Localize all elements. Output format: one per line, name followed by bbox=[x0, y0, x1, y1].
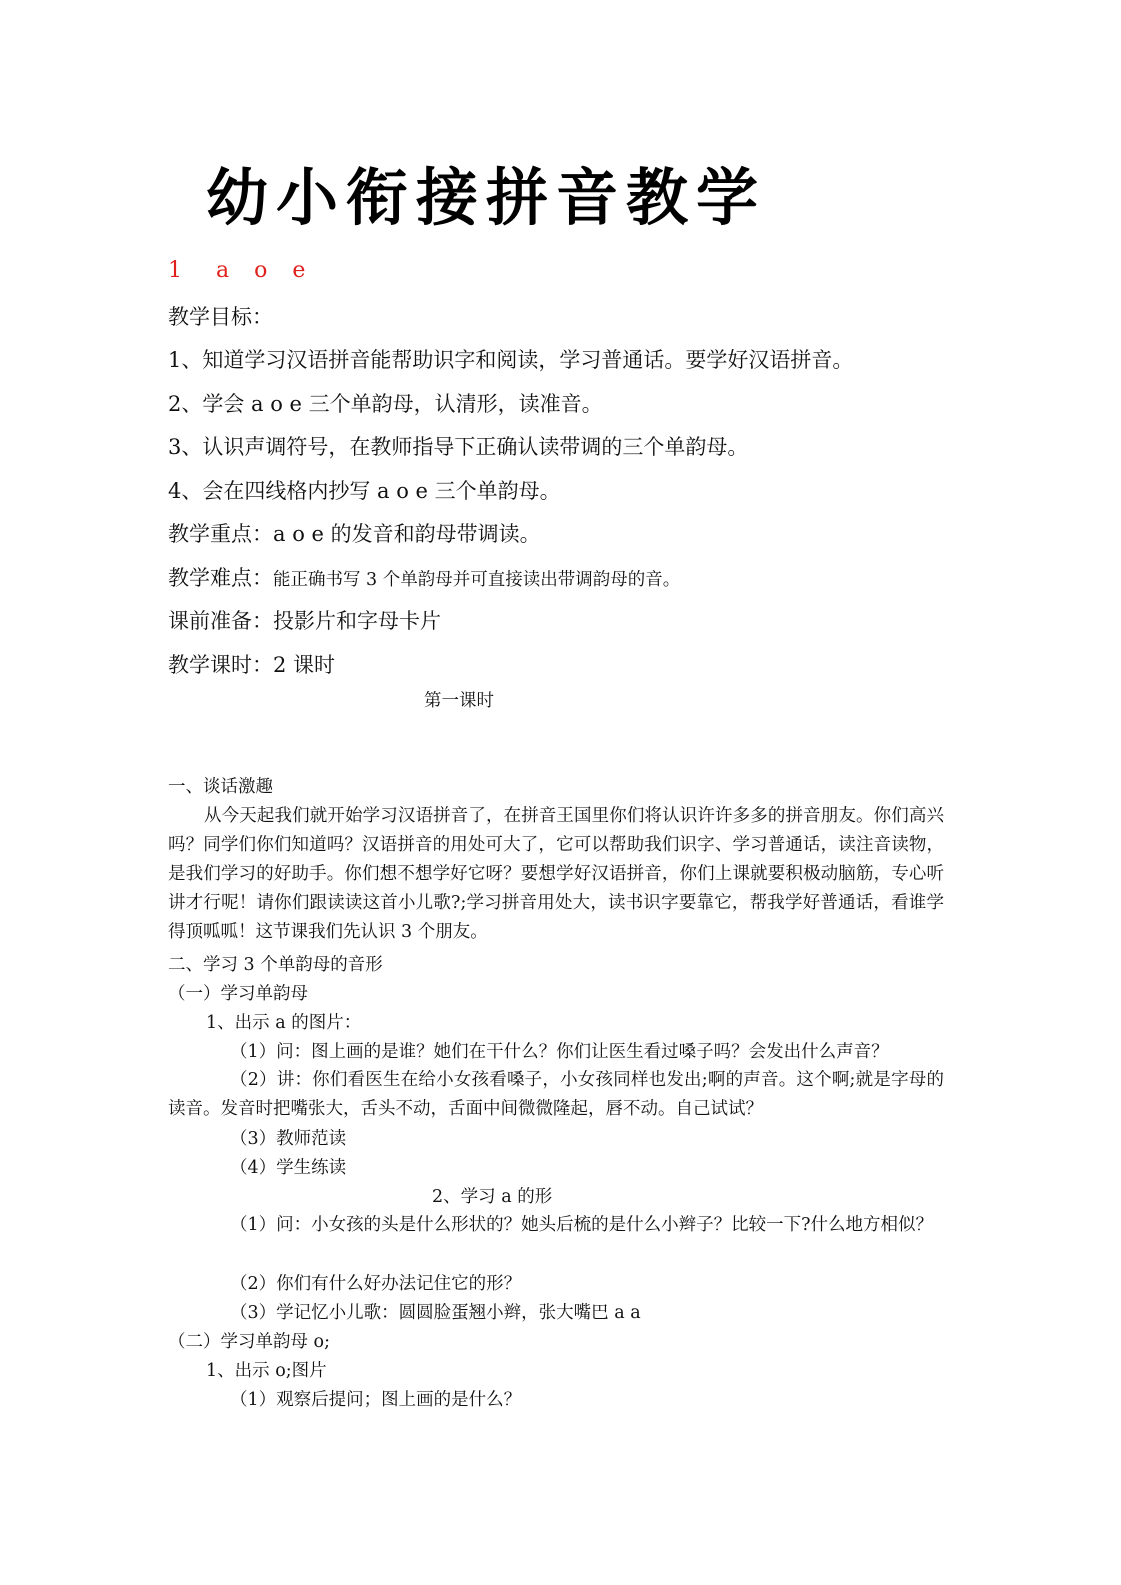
part2-heading: （二）学习单韵母 o; bbox=[168, 1332, 330, 1352]
document-title: 幼小衔接拼音教学 bbox=[206, 161, 767, 234]
step2: 2、学习 a 的形 bbox=[432, 1187, 553, 1207]
step1-item: （3）教师范读 bbox=[230, 1129, 347, 1149]
difficulty-text: 能正确书写 3 个单韵母并可直接读出带调韵母的音。 bbox=[273, 570, 681, 590]
objective-item: 3、认识声调符号，在教师指导下正确认读带调的三个单韵母。 bbox=[168, 435, 749, 459]
section1-heading: 一、谈话激趣 bbox=[168, 777, 273, 797]
part1-heading: （一）学习单韵母 bbox=[168, 984, 308, 1004]
step2-item: （3）学记忆小儿歌：圆圆脸蛋翘小辫，张大嘴巴 a a bbox=[230, 1303, 641, 1323]
preparation: 课前准备：投影片和字母卡片 bbox=[168, 609, 441, 633]
objective-item: 4、会在四线格内抄写 a o e 三个单韵母。 bbox=[168, 479, 561, 503]
difficulty-label: 教学难点： bbox=[168, 566, 273, 590]
objective-item: 1、知道学习汉语拼音能帮助识字和阅读，学习普通话。要学好汉语拼音。 bbox=[168, 348, 854, 372]
section1-paragraph: 从今天起我们就开始学习汉语拼音了，在拼音王国里你们将认识许许多多的拼音朋友。你们高兴吗？同学们你们知道吗？汉语拼音的用处可大了，它可以帮助我们识字、学习普通话，读注音读物，是我们学习的好助手。你们想不想学好它呀？要想学好汉语拼音，你们上课就要积极动脑筋，专心听讲才行呢！请你们跟读读这首小儿歌?;学习拼音用处大，读书识字要靠它，帮我学好普通话，看谁学得顶呱呱！这节课我们先认识 3 个朋友。 bbox=[168, 806, 944, 942]
step2-item: （2）你们有什么好办法记住它的形？ bbox=[230, 1274, 522, 1294]
lesson-letters: a o e bbox=[216, 258, 315, 283]
period-title: 第一课时 bbox=[424, 691, 494, 711]
lesson-number: 1 bbox=[168, 258, 184, 283]
section2-heading: 二、学习 3 个单韵母的音形 bbox=[168, 955, 383, 975]
part2-step1: 1、出示 o;图片 bbox=[206, 1361, 327, 1381]
objective-item: 2、学会 a o e 三个单韵母，认清形，读准音。 bbox=[168, 392, 603, 416]
step1-explanation: （2）讲：你们看医生在给小女孩看嗓子，小女孩同样也发出;啊的声音。这个啊;就是字母的读音。发音时把嘴张大，舌头不动，舌面中间微微隆起，唇不动。自己试试？ bbox=[168, 1070, 944, 1119]
lesson-heading bbox=[168, 258, 314, 283]
step1: 1、出示 a 的图片： bbox=[206, 1013, 362, 1033]
periods: 教学课时：2 课时 bbox=[168, 653, 336, 677]
step1-question: （1）问：图上画的是谁？她们在干什么？你们让医生看过嗓子吗？会发出什么声音？ bbox=[230, 1042, 889, 1062]
part2-question: （1）观察后提问；图上画的是什么？ bbox=[230, 1390, 522, 1410]
key-point: 教学重点：a o e 的发音和韵母带调读。 bbox=[168, 522, 541, 546]
step1-item: （4）学生练读 bbox=[230, 1158, 347, 1178]
step2-question: （1）问：小女孩的头是什么形状的？她头后梳的是什么小辫子？比较一下?什么地方相似？ bbox=[230, 1215, 934, 1235]
difficulty-line bbox=[168, 564, 680, 594]
objectives-heading: 教学目标： bbox=[168, 305, 273, 329]
